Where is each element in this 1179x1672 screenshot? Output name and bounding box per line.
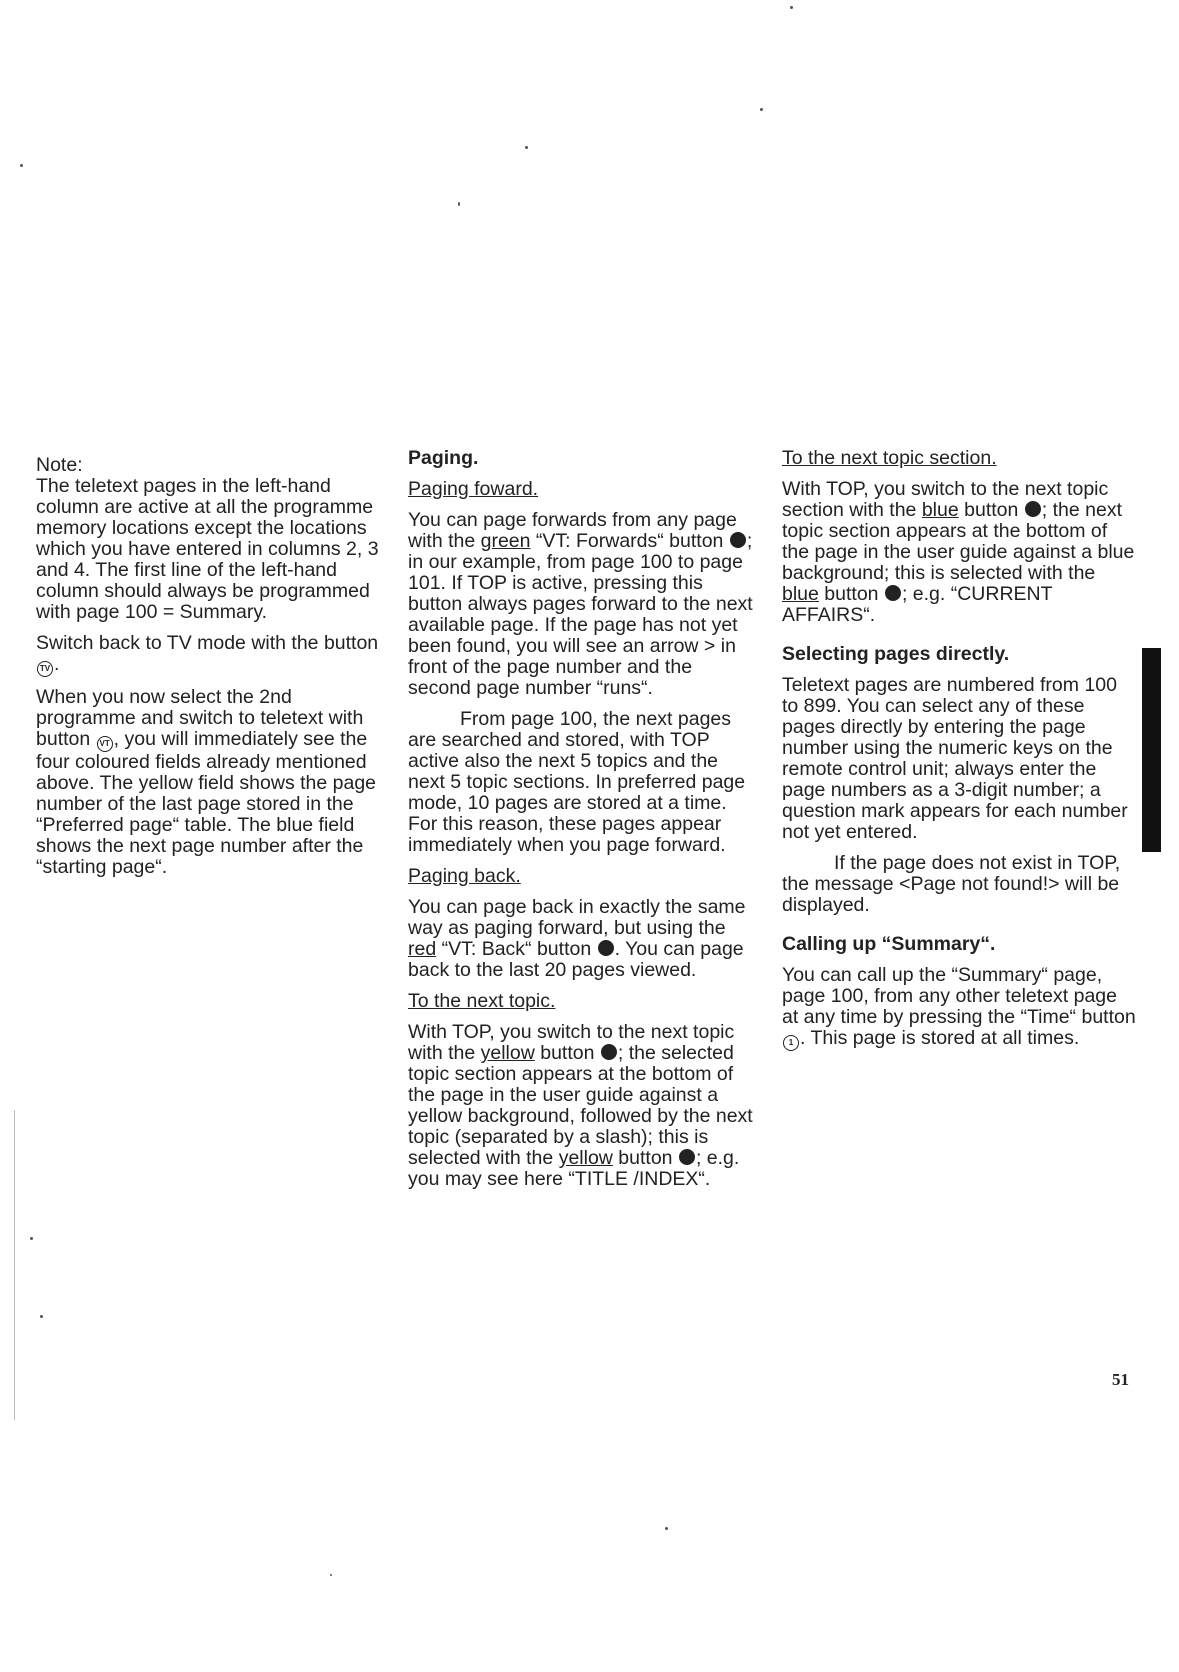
second-para-text-a: When you now select the 2nd programme and switch to teletext with button xyxy=(36,686,364,750)
ns-text-b: button xyxy=(964,499,1019,521)
nt-text-b: button xyxy=(540,1042,595,1064)
summary-paragraph xyxy=(782,965,1137,1051)
next-topic-subheading: To the next topic. xyxy=(408,990,556,1012)
green-word: green xyxy=(480,530,531,552)
note-text: The teletext pages in the left-hand column are active at all the programme memory locations except the locations which you have entered in columns 2, 3 and 4. The first line of the left-hand column should always be programmed with page 100 = Summary. xyxy=(36,475,379,623)
sum-text-a: You can call up the “Summary“ page, page 100, from any other teletext page at any time by pressing the “Time“ button xyxy=(782,964,1136,1028)
switch-back-end: . xyxy=(54,653,60,675)
left-column xyxy=(36,455,386,888)
paging-back-subheading: Paging back. xyxy=(408,865,521,887)
nt-text-c: ; the selected topic section appears at the bottom of the page in the user guide against a yellow background, followed by the next topic (separated by a slash); this is selected with the xyxy=(408,1042,753,1169)
next-section-subheading: To the next topic section. xyxy=(782,447,997,469)
red-button-icon xyxy=(598,940,614,956)
ns-text-a: With TOP, you switch to the next topic section with the xyxy=(782,478,1109,521)
pf-text-c: ; in our example, from page 100 to page 101. If TOP is active, pressing this button always pages forward to the next available page. If the page has not yet been found, you will see an arrow > in front of the page number and the second page number “runs“. xyxy=(408,530,753,699)
blue-word-2: blue xyxy=(782,583,819,605)
pb-text-c: . You can page back to the last 20 pages viewed. xyxy=(408,938,744,981)
pf-text-a: You can page forwards from any page with the xyxy=(408,509,737,552)
selecting-pages-heading: Selecting pages directly. xyxy=(782,643,1010,665)
yellow-button-icon-2 xyxy=(679,1149,695,1165)
right-column xyxy=(782,448,1137,1061)
pf-text-b: “VT: Forwards“ button xyxy=(535,530,724,552)
time-button-icon: 1 xyxy=(783,1035,799,1051)
selecting-paragraph-2: If the page does not exist in TOP, the message <Page not found!> will be displayed. xyxy=(782,852,1121,916)
middle-column xyxy=(408,448,758,1200)
blue-word: blue xyxy=(921,499,959,521)
next-topic-paragraph xyxy=(408,1022,758,1190)
selecting-paragraph-1: Teletext pages are numbered from 100 to 899. You can select any of these pages directly by entering the page number using the numeric keys on the remote control unit; always enter the page numbers as a 3-digit number; a question mark appears for each number not yet entered. xyxy=(782,674,1128,843)
yellow-word: yellow xyxy=(480,1042,535,1064)
nt-text-e: ; e.g. you may see here “TITLE /INDEX“. xyxy=(408,1147,740,1190)
paging-forward-paragraph-2: From page 100, the next pages are searched and stored, with TOP active also the next 5 topics and the next 5 topic sections. In preferred page mode, 10 pages are stored at a time. For this reason, these pages appear immediately when you page forward. xyxy=(408,708,746,856)
tv-button-icon: TV xyxy=(37,661,53,677)
section-thumb-tab xyxy=(1142,648,1161,852)
next-section-paragraph xyxy=(782,479,1137,626)
nt-text-d: button xyxy=(618,1147,673,1169)
blue-button-icon-2 xyxy=(885,585,901,601)
note-paragraph xyxy=(36,455,386,623)
note-label: Note: xyxy=(36,454,83,476)
switch-back-text: Switch back to TV mode with the button xyxy=(36,632,379,654)
paging-forward-subheading: Paging foward. xyxy=(408,478,539,500)
nt-text-a: With TOP, you switch to the next topic with the xyxy=(408,1021,735,1064)
paging-forward-paragraph xyxy=(408,510,758,699)
paging-back-paragraph xyxy=(408,897,758,981)
pb-text-a: You can page back in exactly the same way as paging forward, but using the xyxy=(408,896,746,939)
pb-text-b: “VT: Back“ button xyxy=(441,938,592,960)
yellow-button-icon xyxy=(601,1044,617,1060)
second-programme-paragraph xyxy=(36,687,386,878)
green-button-icon xyxy=(730,532,746,548)
ns-text-d: button xyxy=(824,583,879,605)
blue-button-icon xyxy=(1025,501,1041,517)
ns-text-c: ; the next topic section appears at the bottom of the page in the user guide against a blue background; this is selected with the xyxy=(782,499,1135,584)
red-word: red xyxy=(408,938,437,960)
switch-back-paragraph xyxy=(36,633,386,677)
ns-text-e: ; e.g. “CURRENT AFFAIRS“. xyxy=(782,583,1053,626)
yellow-word-2: yellow xyxy=(558,1147,613,1169)
paging-heading: Paging. xyxy=(408,447,479,469)
summary-heading: Calling up “Summary“. xyxy=(782,933,996,955)
second-para-text-b: , you will immediately see the four coloured fields already mentioned above. The yellow field shows the page number of the last page stored in the “Preferred page“ table. The blue field shows the next page number after the “starting page“. xyxy=(36,728,377,878)
vt-button-icon: VT xyxy=(97,736,113,752)
page-number: 51 xyxy=(1112,1370,1129,1389)
sum-text-b: . This page is stored at all times. xyxy=(800,1027,1080,1049)
